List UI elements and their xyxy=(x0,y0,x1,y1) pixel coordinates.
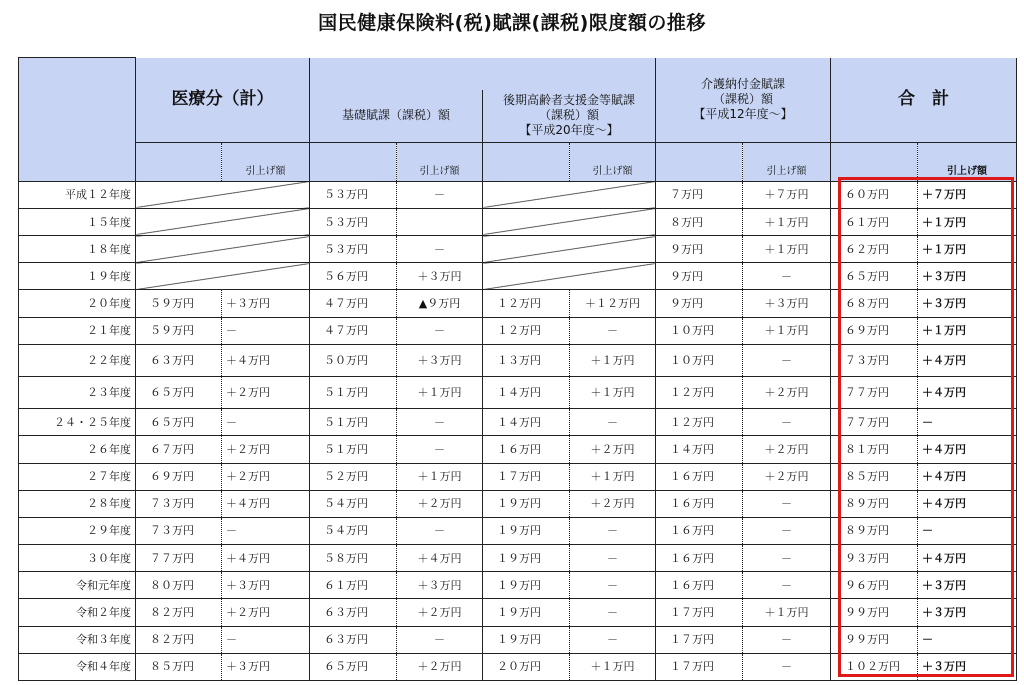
koki-total-cell: １９万円 xyxy=(483,599,570,626)
iryo-up-cell: － xyxy=(222,517,310,544)
iryo-not-applicable-cell xyxy=(136,263,310,290)
table-row xyxy=(19,572,1017,599)
iryo-total-cell: ６５万円 xyxy=(136,377,222,409)
kaigo-total-cell: １６万円 xyxy=(656,545,743,572)
table-row xyxy=(19,653,1017,680)
iryo-total-subheader xyxy=(136,142,222,181)
total-up-cell: ＋４万円 xyxy=(918,463,1017,490)
koki-header-line3: 【平成20年度～】 xyxy=(519,123,619,138)
kaigo-total-cell: ７万円 xyxy=(656,181,743,208)
kiso-up-cell: ＋４万円 xyxy=(397,545,483,572)
kaigo-up-cell: － xyxy=(743,545,831,572)
table-row xyxy=(19,463,1017,490)
kiso-total-cell: ５６万円 xyxy=(310,263,397,290)
koki-up-subheader: 引上げ額 xyxy=(570,142,656,181)
koki-total-cell: １９万円 xyxy=(483,490,570,517)
kiso-up-cell xyxy=(397,208,483,235)
koki-up-cell: － xyxy=(570,572,656,599)
total-up-cell: － xyxy=(918,409,1017,436)
kiso-up-cell: － xyxy=(397,181,483,208)
total-up-cell: ＋３万円 xyxy=(918,572,1017,599)
table-row xyxy=(19,490,1017,517)
kiso-total-cell: ６１万円 xyxy=(310,572,397,599)
year-cell: ２３年度 xyxy=(19,377,136,409)
table-row xyxy=(19,344,1017,376)
kiso-up-cell: － xyxy=(397,626,483,653)
kaigo-total-cell: １６万円 xyxy=(656,572,743,599)
koki-not-applicable-cell xyxy=(483,208,656,235)
total-up-cell: ＋１万円 xyxy=(918,208,1017,235)
kiso-up-cell: － xyxy=(397,236,483,263)
year-cell: ２６年度 xyxy=(19,436,136,463)
total-total-cell: ６８万円 xyxy=(831,290,918,317)
iryo-not-applicable-cell xyxy=(136,208,310,235)
total-up-subheader: 引上げ額 xyxy=(918,142,1017,181)
koki-up-cell: － xyxy=(570,409,656,436)
kaigo-total-cell: ８万円 xyxy=(656,208,743,235)
kiso-up-cell: － xyxy=(397,409,483,436)
kaigo-up-cell: ＋３万円 xyxy=(743,290,831,317)
koki-not-applicable-cell xyxy=(483,263,656,290)
year-cell: 令和３年度 xyxy=(19,626,136,653)
iryo-up-cell: ＋３万円 xyxy=(222,290,310,317)
kaigo-up-cell: ＋２万円 xyxy=(743,436,831,463)
iryo-up-cell: ＋４万円 xyxy=(222,545,310,572)
year-cell: ２０年度 xyxy=(19,290,136,317)
kaigo-up-cell: ＋１万円 xyxy=(743,599,831,626)
kaigo-up-cell: － xyxy=(743,263,831,290)
table-row xyxy=(19,263,1017,290)
kiso-up-cell: ＋３万円 xyxy=(397,344,483,376)
koki-total-cell: １３万円 xyxy=(483,344,570,376)
year-cell: ３０年度 xyxy=(19,545,136,572)
koki-up-cell: ＋１万円 xyxy=(570,377,656,409)
year-cell: ２８年度 xyxy=(19,490,136,517)
table-row xyxy=(19,599,1017,626)
iryo-not-applicable-cell xyxy=(136,181,310,208)
kaigo-up-cell: － xyxy=(743,626,831,653)
table-body xyxy=(19,181,1017,680)
total-up-cell: － xyxy=(918,517,1017,544)
koki-header-line1: 後期高齢者支援金等賦課 xyxy=(502,93,635,108)
kaigo-total-subheader xyxy=(656,142,743,181)
koki-up-cell: － xyxy=(570,317,656,344)
total-total-cell: ６１万円 xyxy=(831,208,918,235)
kaigo-up-cell: － xyxy=(743,517,831,544)
iryo-total-cell: ７７万円 xyxy=(136,545,222,572)
koki-header-line2: （課税）額 xyxy=(538,108,599,123)
kaigo-header-line3: 【平成12年度～】 xyxy=(693,107,793,122)
kaigo-header-line1: 介護納付金賦課 xyxy=(700,77,785,92)
iryo-total-cell: ８５万円 xyxy=(136,653,222,680)
kiso-total-cell: ５２万円 xyxy=(310,463,397,490)
total-up-cell: ＋４万円 xyxy=(918,545,1017,572)
iryo-up-cell: ＋４万円 xyxy=(222,344,310,376)
kaigo-up-cell: － xyxy=(743,344,831,376)
table-row xyxy=(19,377,1017,409)
kiso-total-cell: ５３万円 xyxy=(310,208,397,235)
kiso-up-cell: ＋３万円 xyxy=(397,263,483,290)
total-up-cell: ＋４万円 xyxy=(918,377,1017,409)
kaigo-total-cell: １７万円 xyxy=(656,626,743,653)
kaigo-total-cell: ９万円 xyxy=(656,290,743,317)
kiso-total-cell: ５０万円 xyxy=(310,344,397,376)
total-up-cell: ＋３万円 xyxy=(918,653,1017,680)
kiso-total-cell: ６３万円 xyxy=(310,626,397,653)
koki-up-cell: ＋２万円 xyxy=(570,490,656,517)
total-up-cell: ＋３万円 xyxy=(918,599,1017,626)
kaigo-total-cell: １０万円 xyxy=(656,317,743,344)
total-group-header: 合 計 xyxy=(831,58,1017,143)
total-total-cell: ９９万円 xyxy=(831,626,918,653)
kaigo-total-cell: １４万円 xyxy=(656,436,743,463)
kiso-up-cell: － xyxy=(397,436,483,463)
iryo-total-cell: ６７万円 xyxy=(136,436,222,463)
kiso-up-cell: ＋２万円 xyxy=(397,490,483,517)
iryo-up-cell: ＋３万円 xyxy=(222,572,310,599)
iryo-up-cell: ＋４万円 xyxy=(222,490,310,517)
total-up-cell: ＋７万円 xyxy=(918,181,1017,208)
total-total-cell: １０２万円 xyxy=(831,653,918,680)
koki-up-cell: ＋１万円 xyxy=(570,344,656,376)
iryo-total-cell: ５９万円 xyxy=(136,317,222,344)
kaigo-up-cell: － xyxy=(743,409,831,436)
year-cell: ２１年度 xyxy=(19,317,136,344)
total-total-cell: ６０万円 xyxy=(831,181,918,208)
total-up-cell: ＋３万円 xyxy=(918,290,1017,317)
koki-total-cell: １７万円 xyxy=(483,463,570,490)
iryo-up-cell: ＋２万円 xyxy=(222,463,310,490)
total-total-cell: ８５万円 xyxy=(831,463,918,490)
table-row xyxy=(19,409,1017,436)
limit-history-table xyxy=(18,57,1017,681)
iryo-total-cell: ８０万円 xyxy=(136,572,222,599)
table-row xyxy=(19,545,1017,572)
iryo-total-cell: ８２万円 xyxy=(136,599,222,626)
total-total-cell: ９３万円 xyxy=(831,545,918,572)
year-cell: ２２年度 xyxy=(19,344,136,376)
total-total-cell: ６２万円 xyxy=(831,236,918,263)
kiso-total-cell: ５１万円 xyxy=(310,409,397,436)
kaigo-total-cell: ９万円 xyxy=(656,236,743,263)
iryo-up-cell: ＋２万円 xyxy=(222,377,310,409)
kaigo-total-cell: ９万円 xyxy=(656,263,743,290)
iryo-up-cell: ＋２万円 xyxy=(222,436,310,463)
table-row xyxy=(19,208,1017,235)
total-up-cell: ＋４万円 xyxy=(918,490,1017,517)
iryo-sub-spacer xyxy=(310,58,656,90)
kiso-total-cell: ５３万円 xyxy=(310,181,397,208)
kiso-up-subheader: 引上げ額 xyxy=(397,142,483,181)
total-total-cell: ７３万円 xyxy=(831,344,918,376)
koki-total-cell: １９万円 xyxy=(483,572,570,599)
koki-total-cell: １９万円 xyxy=(483,626,570,653)
kiso-up-cell: ＋２万円 xyxy=(397,599,483,626)
koki-total-cell: １４万円 xyxy=(483,409,570,436)
table-row xyxy=(19,317,1017,344)
year-cell: 令和４年度 xyxy=(19,653,136,680)
kiso-up-cell: ＋３万円 xyxy=(397,572,483,599)
table-row xyxy=(19,181,1017,208)
kiso-total-subheader xyxy=(310,142,397,181)
year-cell: ２４・２５年度 xyxy=(19,409,136,436)
koki-up-cell: － xyxy=(570,545,656,572)
total-total-cell: ７７万円 xyxy=(831,409,918,436)
kiso-total-cell: ４７万円 xyxy=(310,290,397,317)
koki-group-header xyxy=(483,90,656,142)
iryo-up-cell: － xyxy=(222,317,310,344)
kiso-total-cell: ５１万円 xyxy=(310,377,397,409)
kiso-up-cell: － xyxy=(397,517,483,544)
koki-total-subheader xyxy=(483,142,570,181)
iryo-total-cell: ７３万円 xyxy=(136,490,222,517)
iryo-total-cell: ６５万円 xyxy=(136,409,222,436)
iryo-up-cell: ＋２万円 xyxy=(222,599,310,626)
kiso-up-cell: ▲９万円 xyxy=(397,290,483,317)
iryo-total-cell: ５９万円 xyxy=(136,290,222,317)
koki-total-cell: １９万円 xyxy=(483,545,570,572)
year-cell: １５年度 xyxy=(19,208,136,235)
koki-up-cell: ＋２万円 xyxy=(570,436,656,463)
total-total-cell: ８９万円 xyxy=(831,490,918,517)
koki-total-cell: ２０万円 xyxy=(483,653,570,680)
total-total-cell: ７７万円 xyxy=(831,377,918,409)
kaigo-up-cell: － xyxy=(743,653,831,680)
kiso-total-cell: ５１万円 xyxy=(310,436,397,463)
iryo-total-cell: ６３万円 xyxy=(136,344,222,376)
year-cell: １８年度 xyxy=(19,236,136,263)
year-cell: １９年度 xyxy=(19,263,136,290)
iryo-total-cell: ７３万円 xyxy=(136,517,222,544)
kaigo-up-cell: ＋７万円 xyxy=(743,181,831,208)
year-cell: 令和元年度 xyxy=(19,572,136,599)
total-total-subheader xyxy=(831,142,918,181)
total-up-cell: － xyxy=(918,626,1017,653)
iryo-up-subheader: 引上げ額 xyxy=(222,142,310,181)
iryo-up-cell: － xyxy=(222,626,310,653)
koki-not-applicable-cell xyxy=(483,236,656,263)
kaigo-up-cell: ＋１万円 xyxy=(743,208,831,235)
koki-total-cell: １４万円 xyxy=(483,377,570,409)
iryo-up-cell: ＋３万円 xyxy=(222,653,310,680)
table-row xyxy=(19,626,1017,653)
total-total-cell: ６５万円 xyxy=(831,263,918,290)
koki-total-cell: １２万円 xyxy=(483,317,570,344)
table-row xyxy=(19,290,1017,317)
kaigo-total-cell: １６万円 xyxy=(656,463,743,490)
iryo-total-cell: ６９万円 xyxy=(136,463,222,490)
total-total-cell: ６９万円 xyxy=(831,317,918,344)
kaigo-total-cell: １２万円 xyxy=(656,377,743,409)
kiso-up-cell: － xyxy=(397,317,483,344)
koki-up-cell: － xyxy=(570,599,656,626)
table-row xyxy=(19,236,1017,263)
total-up-cell: ＋４万円 xyxy=(918,436,1017,463)
table-row xyxy=(19,517,1017,544)
iryo-not-applicable-cell xyxy=(136,236,310,263)
kaigo-up-cell: ＋２万円 xyxy=(743,377,831,409)
year-column-header xyxy=(19,58,136,182)
iryo-up-cell: － xyxy=(222,409,310,436)
koki-not-applicable-cell xyxy=(483,181,656,208)
kaigo-total-cell: １６万円 xyxy=(656,517,743,544)
kaigo-up-cell: － xyxy=(743,490,831,517)
year-cell: 平成１２年度 xyxy=(19,181,136,208)
kaigo-up-subheader: 引上げ額 xyxy=(743,142,831,181)
kaigo-total-cell: １０万円 xyxy=(656,344,743,376)
koki-up-cell: ＋１万円 xyxy=(570,653,656,680)
kiso-total-cell: ６３万円 xyxy=(310,599,397,626)
kiso-group-header: 基礎賦課（課税）額 xyxy=(310,90,483,142)
total-total-cell: ９６万円 xyxy=(831,572,918,599)
kaigo-total-cell: １６万円 xyxy=(656,490,743,517)
total-up-cell: ＋４万円 xyxy=(918,344,1017,376)
kaigo-total-cell: １７万円 xyxy=(656,653,743,680)
koki-up-cell: ＋１２万円 xyxy=(570,290,656,317)
kaigo-group-header xyxy=(656,58,831,143)
kiso-total-cell: ６５万円 xyxy=(310,653,397,680)
total-total-cell: ８９万円 xyxy=(831,517,918,544)
kiso-total-cell: ５４万円 xyxy=(310,490,397,517)
koki-up-cell: ＋１万円 xyxy=(570,463,656,490)
total-total-cell: ９９万円 xyxy=(831,599,918,626)
total-up-cell: ＋１万円 xyxy=(918,236,1017,263)
kiso-total-cell: ５８万円 xyxy=(310,545,397,572)
kiso-total-cell: ５４万円 xyxy=(310,517,397,544)
kaigo-header-line2: （課税）額 xyxy=(712,92,773,107)
kiso-total-cell: ５３万円 xyxy=(310,236,397,263)
kiso-up-cell: ＋１万円 xyxy=(397,377,483,409)
iryo-total-cell: ８２万円 xyxy=(136,626,222,653)
koki-up-cell: － xyxy=(570,517,656,544)
kaigo-up-cell: ＋１万円 xyxy=(743,236,831,263)
page-title: 国民健康保険料(税)賦課(課税)限度額の推移 xyxy=(318,12,706,34)
year-cell: ２９年度 xyxy=(19,517,136,544)
total-up-cell: ＋１万円 xyxy=(918,317,1017,344)
kiso-up-cell: ＋１万円 xyxy=(397,463,483,490)
total-up-cell: ＋３万円 xyxy=(918,263,1017,290)
iryo-group-header: 医療分（計） xyxy=(136,58,310,143)
koki-total-cell: １２万円 xyxy=(483,290,570,317)
table-row xyxy=(19,436,1017,463)
total-total-cell: ８１万円 xyxy=(831,436,918,463)
koki-up-cell: － xyxy=(570,626,656,653)
year-cell: ２７年度 xyxy=(19,463,136,490)
kiso-total-cell: ４７万円 xyxy=(310,317,397,344)
kaigo-total-cell: １２万円 xyxy=(656,409,743,436)
koki-total-cell: １９万円 xyxy=(483,517,570,544)
kaigo-up-cell: ＋１万円 xyxy=(743,317,831,344)
kaigo-up-cell: ＋２万円 xyxy=(743,463,831,490)
kaigo-total-cell: １７万円 xyxy=(656,599,743,626)
year-cell: 令和２年度 xyxy=(19,599,136,626)
kaigo-up-cell: － xyxy=(743,572,831,599)
koki-total-cell: １６万円 xyxy=(483,436,570,463)
kiso-up-cell: ＋２万円 xyxy=(397,653,483,680)
